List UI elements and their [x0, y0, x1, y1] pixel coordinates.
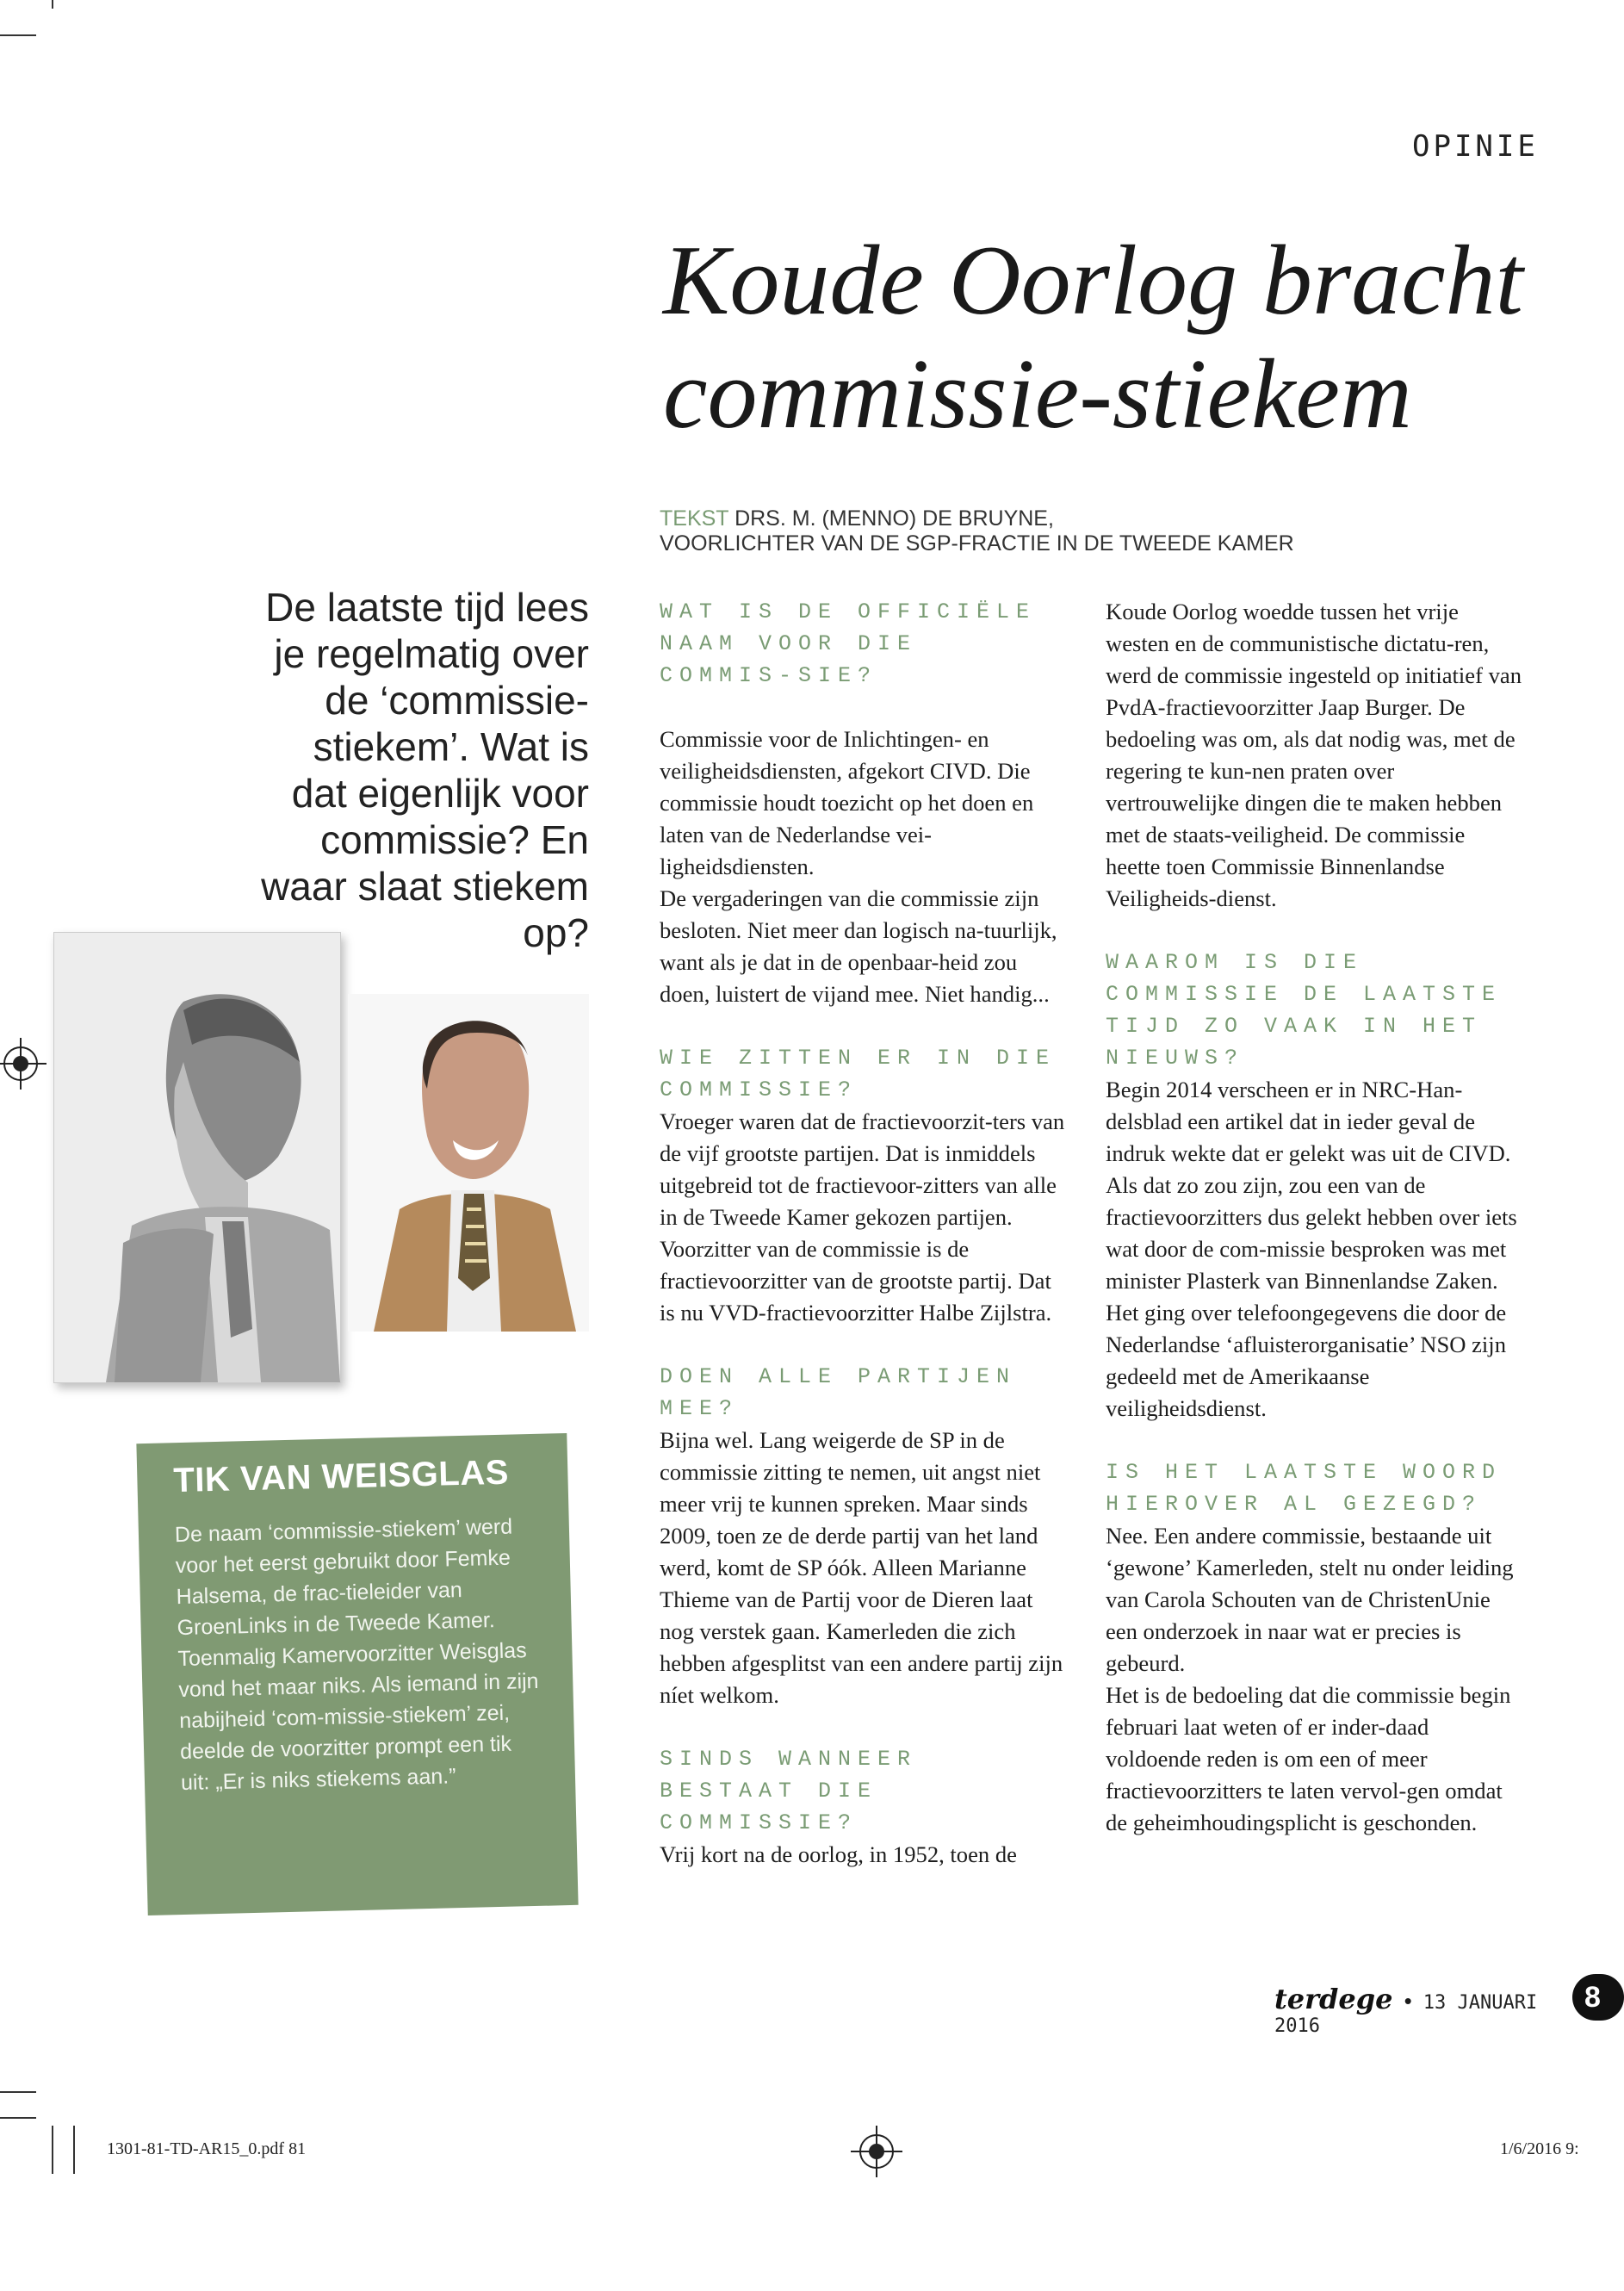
question-heading: IS HET LAATSTE WOORD HIEROVER AL GEZEGD?	[1106, 1460, 1503, 1517]
question-heading: DOEN ALLE PARTIJEN MEE?	[660, 1364, 1017, 1421]
question-heading: WAT IS DE OFFICIËLE NAAM VOOR DIE COMMIS-SIE?	[660, 599, 1037, 688]
answer-paragraph: Voorzitter van de commissie is de fractievoorzitter van de grootste partij. Dat is nu VVD-fractievoorzitter Halbe Zijlstra.	[660, 1236, 1052, 1326]
sidebar-text: De naam ‘commissie-stiekem’ werd voor het eerst gebruikt door Femke Halsema, de frac-tieleider van GroenLinks in de Tweede Kamer.	[174, 1514, 513, 1641]
footer-brand: terdege	[1274, 1983, 1393, 2015]
page-number: 8	[1584, 1981, 1601, 2014]
print-date: 1/6/2016 9:	[1500, 2139, 1579, 2158]
crop-mark	[0, 34, 36, 36]
registration-mark-icon	[859, 2134, 894, 2169]
man-smiling-illustration-icon	[348, 994, 589, 1332]
question-heading: SINDS WANNEER BESTAAT DIE COMMISSIE?	[660, 1747, 918, 1835]
crop-mark	[52, 0, 53, 9]
print-file-name: 1301-81-TD-AR15_0.pdf 81	[107, 2139, 307, 2158]
answer-paragraph: Begin 2014 verscheen er in NRC-Han-delsblad een artikel dat in ieder geval de indruk wekte dat er gelekt was uit de CIVD. Als dat zo zou zijn, zou een van de fractievoorzitters dus gelekt hebben over iets wat door de com-missie besproken was met minister Plasterk van Binnenlandse Zaken. Het ging over telefoongegevens die door de Nederlandse ‘afluisterorganisatie’ NSO zijn gedeeld met de Amerikaanse veiligheidsdienst.	[1106, 1077, 1517, 1421]
article-column-1	[660, 596, 1068, 1871]
intro-question: De laatste tijd lees je regelmatig over de ‘commissie-stiekem’. Wat is dat eigenlijk voor commissie? En waar slaat stiekem op?	[261, 585, 589, 955]
byline-label: TEKST	[660, 506, 729, 531]
footer-masthead	[1274, 1983, 1584, 2037]
man-profile-illustration-icon	[54, 933, 340, 1382]
photo-portrait-smiling	[348, 994, 589, 1332]
registration-mark-icon	[3, 1046, 38, 1081]
crop-mark	[73, 2126, 75, 2174]
question-heading: WAAROM IS DIE COMMISSIE DE LAATSTE TIJD ZO VAAK IN HET NIEUWS?	[1106, 950, 1503, 1071]
article-title-line2: commissie-stiekem	[663, 339, 1412, 450]
crop-mark	[0, 2117, 36, 2119]
page-number-tab	[1572, 1974, 1624, 2021]
footer-separator: •	[1404, 1988, 1412, 2014]
answer-paragraph: Nee. Een andere commissie, bestaande uit ‘gewone’ Kamerleden, stelt nu onder leiding van Carola Schouten van de ChristenUnie een onderzoek in naar wat er precies is gebeurd.	[1106, 1523, 1514, 1676]
article-title-line1: Koude Oorlog bracht	[663, 226, 1523, 336]
section-label: OPINIE	[1412, 129, 1539, 164]
sidebar-text: Toenmalig Kamervoorzitter Weisglas vond het maar niks. Als iemand in zijn nabijheid ‘com-missie-stiekem’ zei, deelde de voorzitter prompt een tik uit: „Er is niks stiekems aan.”	[177, 1638, 539, 1796]
crop-mark	[0, 2091, 36, 2093]
photo-portrait-profile	[53, 932, 341, 1383]
byline-author: DRS. M. (MENNO) DE BRUYNE,	[735, 506, 1054, 531]
answer-paragraph: Koude Oorlog woedde tussen het vrije westen en de communistische dictatu-ren, werd de commissie ingesteld op initiatief van PvdA-fractievoorzitter Jaap Burger. De bedoeling was om, als dat nodig was, met de regering te kun-nen praten over vertrouwelijke dingen die te maken hebben met de staats-veiligheid. De commissie heette toen Commissie Binnenlandse Veiligheids-dienst.	[1106, 599, 1522, 911]
byline	[660, 506, 1435, 556]
answer-paragraph: De vergaderingen van die commissie zijn besloten. Niet meer dan logisch na-tuurlijk, want als je dat in de openbaar-heid zou doen, luistert de vijand mee. Niet handig...	[660, 885, 1057, 1007]
crop-mark	[52, 2126, 53, 2174]
sidebar-box	[136, 1433, 578, 1915]
answer-paragraph: Bijna wel. Lang weigerde de SP in de commissie zitting te nemen, uit angst niet meer vrij te kunnen spreken. Maar sinds 2009, toen ze de derde partij van het land werd, komt de SP óók. Alleen Marianne Thieme van de Partij voor de Dieren laat nog verstek gaan. Kamerleden die zich hebben afgesplitst van een andere partij zijn níet welkom.	[660, 1427, 1063, 1708]
answer-paragraph: Vrij kort na de oorlog, in 1952, toen de	[660, 1841, 1017, 1867]
answer-paragraph: Vroeger waren dat de fractievoorzit-ters van de vijf grootste partijen. Dat is inmiddels uitgebreid tot de fractievoor-zitters van alle in de Tweede Kamer gekozen partijen.	[660, 1108, 1065, 1230]
question-heading: WIE ZITTEN ER IN DIE COMMISSIE?	[660, 1046, 1057, 1102]
article-title	[663, 224, 1576, 451]
article-column-2	[1106, 596, 1522, 1839]
answer-paragraph: Het is de bedoeling dat die commissie begin februari laat weten of er inder-daad voldoende reden is om een of meer fractievoorzitters te laten vervol-gen omdat de geheimhoudingsplicht is geschonden.	[1106, 1682, 1511, 1835]
byline-role: VOORLICHTER VAN DE SGP-FRACTIE IN DE TWEEDE KAMER	[660, 531, 1294, 556]
footer-date: 13 JANUARI 2016	[1274, 1992, 1538, 2037]
sidebar-title: TIK VAN WEISGLAS	[172, 1453, 510, 1500]
answer-paragraph: Commissie voor de Inlichtingen- en veiligheidsdiensten, afgekort CIVD. Die commissie houdt toezicht op het doen en laten van de Nederlandse vei-ligheidsdiensten.	[660, 726, 1034, 879]
